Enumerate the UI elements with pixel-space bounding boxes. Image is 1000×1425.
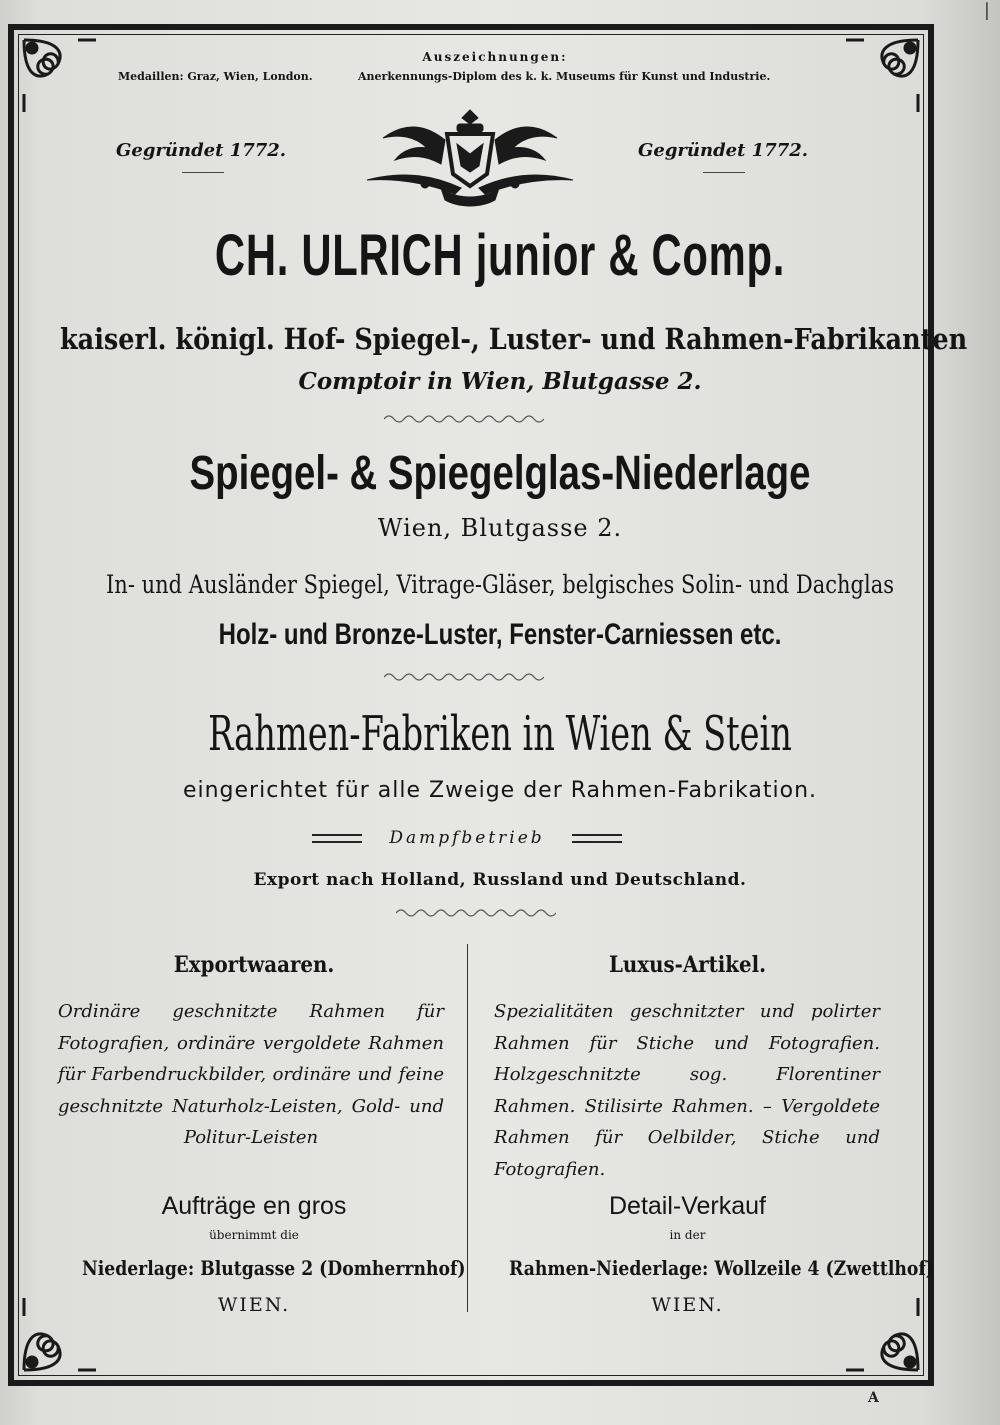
wave-divider-icon (384, 412, 544, 426)
depot-goods: In- und Ausländer Spiegel, Vitrage-Gläser, belgisches Solin- und Dachglas (106, 570, 894, 599)
corner-ornament-icon (18, 34, 98, 114)
depot-address: Wien, Blutgasse 2. (377, 514, 623, 542)
right-order-title: Detail-Verkauf (608, 1192, 767, 1220)
firm-name: CH. ULRICH junior & Comp. (214, 223, 786, 288)
right-order-sub: in der (669, 1228, 706, 1242)
right-column-text: Spezialitäten geschnitzter und polirter Rahmen für Stiche und Fotografien. Holzgeschnitzte sog. Florentiner Rahmen. Stilisirte Rahmen. – Vergoldete Rahmen für Oelbilder, Stiche und Fotografien. (494, 1001, 880, 1180)
divider (703, 172, 745, 173)
double-rule (312, 834, 362, 843)
right-city: WIEN. (651, 1294, 724, 1316)
double-rule (572, 834, 622, 843)
factories-subtitle: eingerichtet für alle Zweige der Rahmen-Fabrikation. (182, 778, 818, 803)
factories-title: Rahmen-Fabriken in Wien & Stein (208, 706, 792, 762)
wave-divider-icon (384, 670, 544, 684)
imperial-crest-icon (365, 104, 575, 212)
left-column-text: Ordinäre geschnitzte Rahmen für Fotografien, ordinäre vergoldete Rahmen für Farbendruckbilder, ordinäre und feine geschnitzte Naturholz-Leisten, Gold- und Politur-Leisten (58, 1001, 444, 1148)
depot-goods-2: Holz- und Bronze-Luster, Fenster-Carniessen etc. (218, 618, 782, 651)
left-address: Niederlage: Blutgasse 2 (Domherrnhof) (82, 1256, 466, 1280)
awards-medals: Medaillen: Graz, Wien, London. (118, 70, 313, 83)
firm-subtitle: kaiserl. königl. Hof- Spiegel-, Luster- und Rahmen-Fabrikanten (60, 322, 968, 356)
left-city: WIEN. (217, 1294, 291, 1316)
export-line: Export nach Holland, Russland und Deutschland. (253, 870, 747, 890)
left-column-heading: Exportwaaren. (173, 952, 335, 978)
right-column-heading: Luxus-Artikel. (608, 952, 767, 978)
founded-right: Gegründet 1772. (638, 140, 809, 161)
awards-diploma: Anerkennungs-Diplom des k. k. Museums für Kunst und Industrie. (358, 70, 771, 83)
depot-title: Spiegel- & Spiegelglas-Niederlage (189, 447, 811, 500)
founded-left: Gegründet 1772. (116, 140, 287, 161)
right-address: Rahmen-Niederlage: Wollzeile 4 (Zwettlhof) (509, 1256, 934, 1280)
left-order-sub: übernimmt die (209, 1228, 299, 1242)
sheet-mark: A (868, 1390, 879, 1406)
wave-divider-icon (396, 906, 556, 920)
left-order-title: Aufträge en gros (161, 1192, 347, 1220)
divider (182, 172, 224, 173)
corner-ornament-icon (844, 34, 924, 114)
awards-title: Auszeichnungen: (422, 50, 568, 64)
steam-line (312, 828, 622, 852)
corner-mark: | (983, 0, 990, 21)
comptoir-address: Comptoir in Wien, Blutgasse 2. (298, 368, 702, 395)
column-divider (467, 944, 468, 1312)
steam-label: Dampfbetrieb (389, 828, 545, 848)
